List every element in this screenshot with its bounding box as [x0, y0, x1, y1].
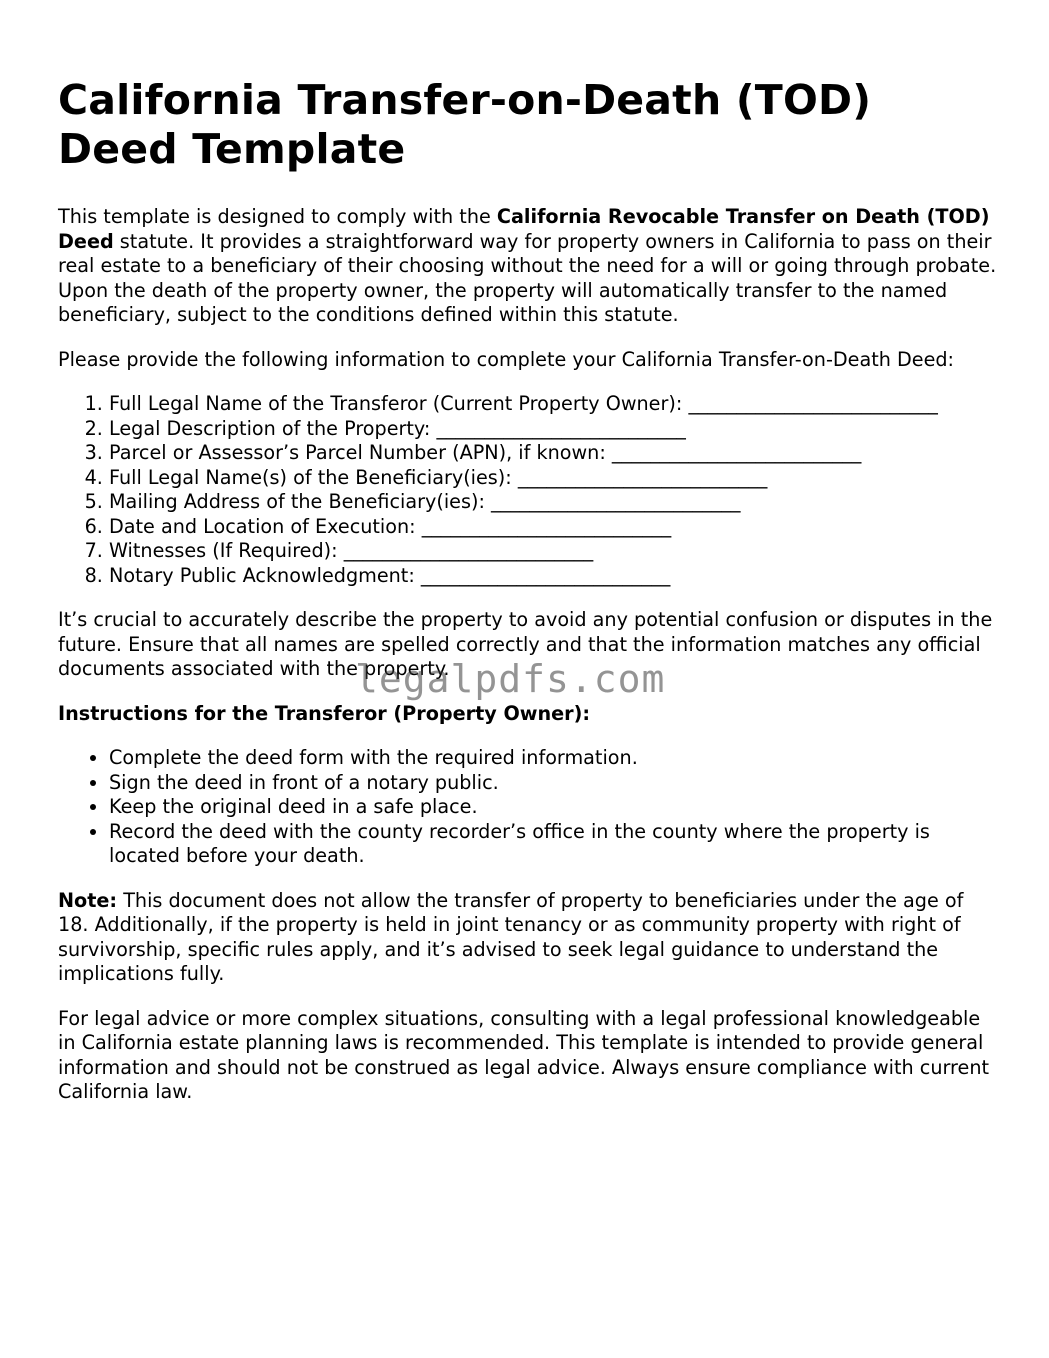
list-item: • Keep the original deed in a safe place.: [109, 795, 998, 820]
list-item: [109, 392, 998, 417]
fill-in-blank[interactable]: __________________________: [343, 539, 594, 562]
intro-paragraph: [58, 205, 998, 328]
fill-in-blank[interactable]: __________________________: [421, 514, 672, 538]
page-title: California Transfer-on-Death (TOD) Deed Template: [58, 76, 872, 173]
intro-text-before: This template is designed to comply with the: [58, 205, 497, 228]
list-item: • Record the deed with the county recorder’s office in the county where the property is located before your death.: [109, 820, 998, 869]
list-item: [109, 466, 998, 491]
intro-statute-name: California Revocable Transfer on Death (TOD) Deed: [58, 205, 990, 253]
list-item: [109, 564, 998, 589]
fill-in-blank[interactable]: __________________________: [491, 490, 741, 513]
fill-in-blank[interactable]: __________________________: [420, 563, 671, 587]
list-item: [109, 417, 998, 442]
field-label: Date and Location of Execution:: [109, 514, 416, 538]
list-item: • Complete the deed form with the required information.: [109, 746, 998, 771]
fill-in-blank[interactable]: __________________________: [688, 392, 938, 415]
field-label: Witnesses (If Required):: [109, 539, 338, 562]
instructions-heading: [58, 702, 998, 727]
field-label: Mailing Address of the Beneficiary(ies):: [109, 490, 485, 513]
field-label: Parcel or Assessor’s Parcel Number (APN), if known:: [109, 441, 606, 464]
note-paragraph: [58, 889, 998, 987]
field-label: Legal Description of the Property:: [109, 416, 431, 440]
watermark: legalpdfs.com: [355, 657, 666, 701]
list-item: • Sign the deed in front of a notary public.: [109, 771, 998, 796]
note-label: Note:: [58, 888, 118, 912]
instructions-heading-text: Instructions for the Transferor (Property Owner):: [58, 701, 591, 725]
list-item: [109, 515, 998, 540]
fill-in-blank[interactable]: __________________________: [436, 416, 686, 440]
list-item: [109, 490, 998, 515]
document-page: [58, 76, 998, 1125]
accuracy-paragraph: It’s crucial to accurately describe the property to avoid any potential confusion or disputes in the future. Ensure that all names are spelled correctly and that the information matches any official documents associated with the property.: [58, 608, 993, 680]
list-item: [109, 441, 998, 466]
required-fields-list: [58, 392, 998, 588]
field-label: Notary Public Acknowledgment:: [109, 563, 415, 587]
field-label: Full Legal Name(s) of the Beneficiary(ies):: [109, 465, 512, 489]
instructions-list: [58, 746, 998, 869]
intro-text-after: statute. It provides a straightforward way for property owners in California to pass on their real estate to a beneficiary of their choosing without the need for a will or going through probate. Upon the death of the property owner, the property will automatically transfer to the named beneficiary, subject to the conditions defined within this statute.: [58, 229, 997, 326]
fill-in-blank[interactable]: __________________________: [517, 465, 768, 489]
list-item: [109, 539, 998, 564]
fill-in-blank[interactable]: __________________________: [611, 441, 862, 464]
note-text: This document does not allow the transfer of property to beneficiaries under the age of 18. Additionally, if the property is held in joint tenancy or as community property with right of survivorship, specific rules apply, and it’s advised to seek legal guidance to understand the implications fully.: [58, 888, 964, 985]
info-prompt: Please provide the following information to complete your California Transfer-on-Death Deed:: [58, 347, 955, 371]
closing-paragraph: For legal advice or more complex situations, consulting with a legal professional knowledgeable in California estate planning laws is recommended. This template is intended to provide general information and should not be construed as legal advice. Always ensure compliance with current California law.: [58, 1006, 990, 1103]
field-label: Full Legal Name of the Transferor (Current Property Owner):: [109, 392, 683, 415]
